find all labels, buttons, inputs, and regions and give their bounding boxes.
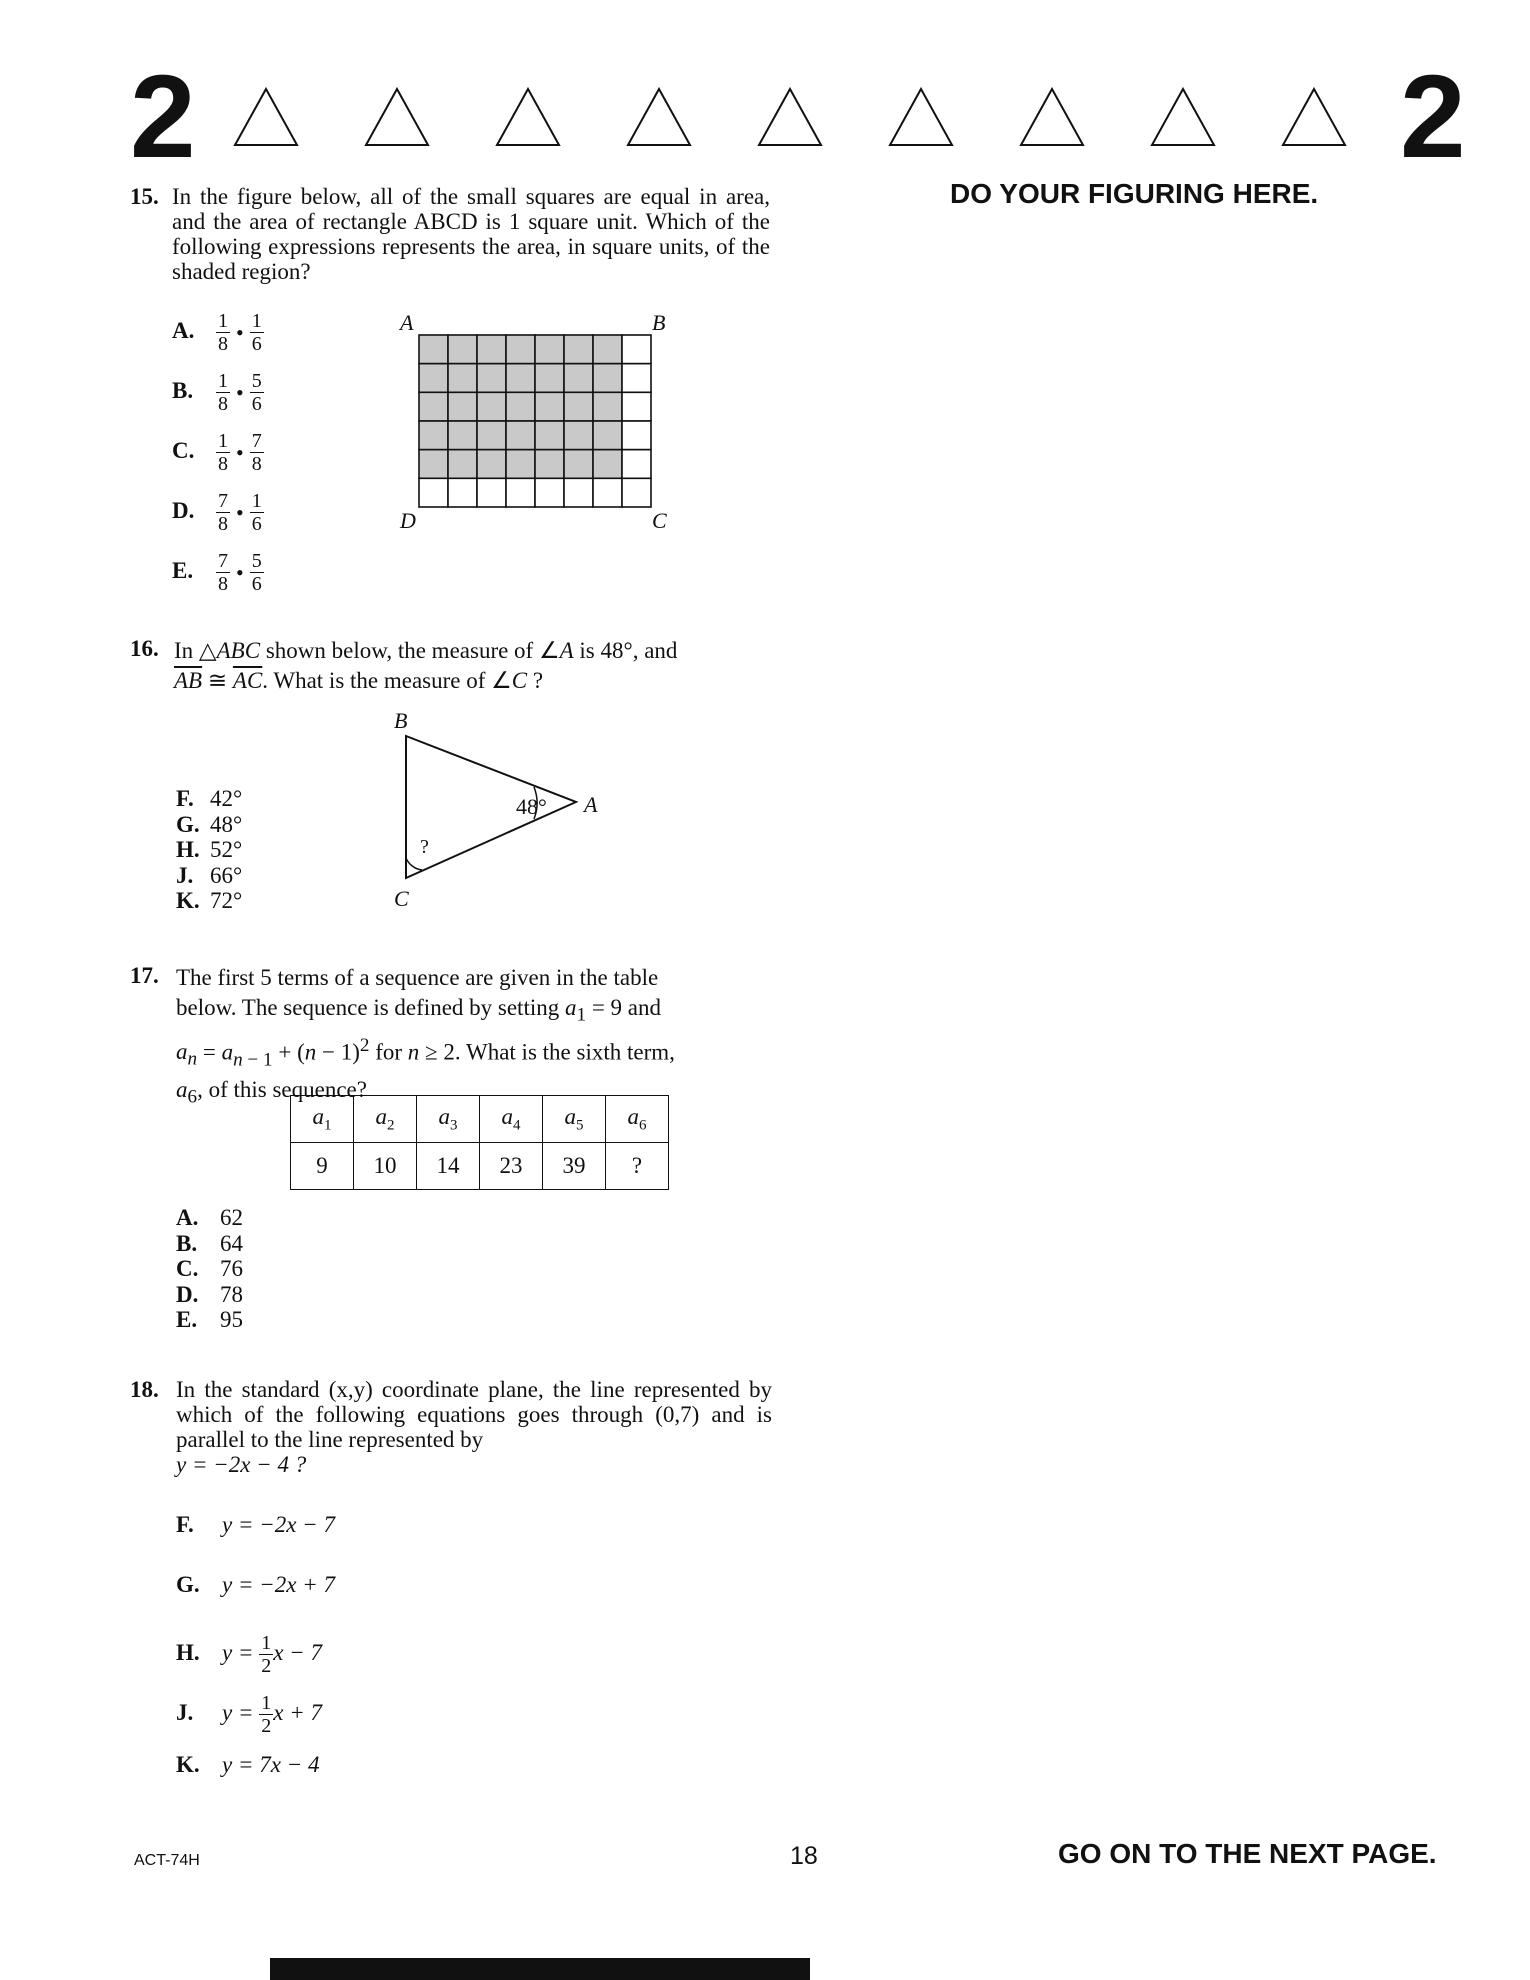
q17-text: The first 5 terms of a sequence are given in the table below. The sequence is defined by setting $a_1 = 9$ and $a_n = a_{n - 1} + (n - 1)^2$ for n ≥ 2. What is the sixth term, $a_6$, of this sequence?	[176, 965, 675, 1108]
shaded-square	[448, 450, 477, 479]
q17-choice	[176, 1307, 243, 1332]
shaded-square	[448, 421, 477, 450]
q18-choice	[176, 1752, 319, 1777]
denominator: 8	[218, 333, 228, 355]
shaded-square	[448, 364, 477, 393]
shaded-square	[506, 421, 535, 450]
shaded-square	[535, 335, 564, 364]
shaded-square	[593, 392, 622, 421]
table-value-cell: ?	[606, 1143, 669, 1190]
term-symbol: a	[564, 1103, 576, 1129]
numerator: 7	[218, 550, 228, 572]
q16-number: 16.	[130, 636, 159, 661]
equation-lhs: y =	[222, 1639, 260, 1665]
choice-value: 62	[220, 1205, 243, 1230]
choice-label: F.	[176, 1512, 194, 1537]
q17-sequence-table	[290, 1095, 669, 1190]
equation-expression: 7x − 4	[259, 1752, 320, 1777]
q15-corner-c: C	[652, 508, 667, 533]
shaded-square	[535, 421, 564, 450]
shaded-square	[535, 364, 564, 393]
multiply-dot: •	[236, 500, 244, 525]
choice-label: B.	[176, 1230, 198, 1256]
shaded-square	[419, 421, 448, 450]
table-value-cell: 23	[480, 1143, 543, 1190]
unshaded-square	[622, 335, 651, 364]
page-number: 18	[790, 1842, 818, 1870]
shaded-square	[564, 335, 593, 364]
q17-choice	[176, 1231, 243, 1256]
unshaded-square	[622, 450, 651, 479]
shaded-square	[448, 335, 477, 364]
term-index: 1	[324, 1117, 332, 1134]
choice-label: D.	[176, 1281, 199, 1307]
fraction	[216, 550, 230, 595]
denominator: 6	[251, 573, 262, 595]
equation-expression: x + 7	[273, 1699, 322, 1725]
shaded-square	[564, 392, 593, 421]
choice-label: J.	[176, 862, 194, 888]
q16-vertex-b: B	[394, 708, 408, 733]
choice-label: K.	[176, 888, 200, 913]
header-triangle-icon	[1018, 86, 1086, 148]
table-header-cell	[606, 1096, 669, 1143]
unshaded-square	[622, 392, 651, 421]
go-on-next-page: GO ON TO THE NEXT PAGE.	[1058, 1838, 1437, 1869]
shaded-square	[477, 392, 506, 421]
header-triangle-icon	[625, 86, 693, 148]
choice-value: 52°	[210, 837, 243, 862]
unshaded-square	[622, 421, 651, 450]
term-symbol: a	[312, 1103, 324, 1129]
unshaded-square	[593, 478, 622, 507]
q16-triangle-figure	[396, 718, 596, 888]
shaded-square	[564, 450, 593, 479]
figuring-heading: DO YOUR FIGURING HERE.	[950, 178, 1319, 209]
unshaded-square	[622, 478, 651, 507]
term-index: 2	[387, 1117, 395, 1134]
shaded-square	[506, 364, 535, 393]
header-triangle-icon	[1280, 86, 1348, 148]
header-triangle-icon	[1149, 86, 1217, 148]
q16-text: In △ABC shown below, the measure of ∠A is 48°, and $\overline{AB}$ ≅ $\overline{AC}$. What is the measure of ∠C ?	[174, 638, 678, 693]
denominator: 8	[218, 453, 228, 475]
denominator: 6	[251, 393, 262, 415]
table-header-cell	[480, 1096, 543, 1143]
q17-choice	[176, 1282, 243, 1307]
choice-label: A.	[172, 317, 195, 343]
q16-angle-a-label: 48°	[516, 794, 547, 819]
q15-corner-b: B	[652, 310, 666, 335]
q18-text: In the standard (x,y) coordinate plane, the line represented by which of the following equations goes through (0,7) and is parallel to the line represented by y = −2x − 4 ?	[176, 1377, 772, 1477]
equation-expression: x − 7	[273, 1639, 322, 1665]
choice-value: 76	[220, 1256, 243, 1281]
choice-value: 64	[220, 1230, 243, 1256]
q18-number: 18.	[130, 1377, 159, 1402]
q15-choice	[172, 550, 264, 595]
fraction	[250, 490, 264, 535]
q18-choice	[176, 1512, 335, 1537]
choice-label: C.	[172, 437, 195, 463]
q16-vertex-c: C	[394, 886, 409, 911]
multiply-dot: •	[236, 440, 244, 465]
q16-choice	[176, 812, 242, 837]
choice-label: B.	[172, 377, 194, 403]
q17-choice	[176, 1256, 243, 1281]
denominator: 2	[261, 1715, 272, 1737]
shaded-square	[419, 364, 448, 393]
term-index: 6	[639, 1117, 647, 1134]
shaded-square	[506, 335, 535, 364]
fraction	[250, 310, 264, 355]
q16-choice	[176, 888, 242, 913]
q16-choice	[176, 863, 242, 888]
choice-value: 42°	[210, 786, 243, 811]
numerator: 5	[251, 370, 262, 392]
shaded-square	[593, 364, 622, 393]
term-symbol: a	[627, 1103, 639, 1129]
table-header-cell	[417, 1096, 480, 1143]
choice-label: K.	[176, 1752, 200, 1777]
fraction	[250, 550, 264, 595]
numerator: 1	[218, 370, 228, 392]
multiply-dot: •	[236, 560, 244, 585]
unshaded-square	[564, 478, 593, 507]
term-index: 3	[450, 1117, 458, 1134]
table-header-cell	[354, 1096, 417, 1143]
q15-choice	[172, 430, 264, 475]
q16-angle-c-label: ?	[420, 836, 429, 858]
shaded-square	[477, 364, 506, 393]
q16-choice	[176, 786, 242, 811]
footer-code: ACT-74H	[134, 1852, 200, 1869]
fraction	[259, 1692, 273, 1737]
shaded-square	[535, 392, 564, 421]
header-triangle-icon	[887, 86, 955, 148]
q18-choice	[176, 1692, 322, 1737]
header-triangle-icon	[756, 86, 824, 148]
choice-value: 78	[220, 1281, 243, 1307]
q16-vertex-a: A	[584, 792, 598, 817]
denominator: 8	[218, 573, 228, 595]
numerator: 1	[218, 310, 228, 332]
choice-value: 48°	[210, 811, 243, 837]
choice-label: A.	[176, 1205, 199, 1230]
header-triangle-icon	[363, 86, 431, 148]
shaded-square	[506, 392, 535, 421]
table-value-cell: 10	[354, 1143, 417, 1190]
shaded-square	[477, 335, 506, 364]
q15-choice	[172, 490, 264, 535]
shaded-square	[535, 450, 564, 479]
fraction	[216, 370, 230, 415]
unshaded-square	[419, 478, 448, 507]
denominator: 6	[251, 333, 262, 355]
shaded-square	[419, 392, 448, 421]
fraction	[250, 370, 264, 415]
q18-choice	[176, 1632, 322, 1677]
choice-label: G.	[176, 811, 200, 837]
term-symbol: a	[375, 1103, 387, 1129]
unshaded-square	[477, 478, 506, 507]
choice-label: H.	[176, 1639, 200, 1665]
shaded-square	[593, 450, 622, 479]
numerator: 7	[218, 490, 228, 512]
choice-label: F.	[176, 786, 194, 811]
denominator: 8	[251, 453, 262, 475]
q17-choice	[176, 1205, 243, 1230]
choice-value: 95	[220, 1307, 243, 1332]
fraction	[216, 490, 230, 535]
denominator: 6	[251, 513, 262, 535]
denominator: 8	[218, 513, 228, 535]
multiply-dot: •	[236, 320, 244, 345]
table-value-cell: 39	[543, 1143, 606, 1190]
choice-label: H.	[176, 837, 200, 862]
equation-lhs: y =	[222, 1572, 260, 1597]
table-value-cell: 14	[417, 1143, 480, 1190]
equation-lhs: y =	[222, 1512, 260, 1537]
shaded-square	[477, 450, 506, 479]
q15-text: In the figure below, all of the small squares are equal in area, and the area of rectangle ABCD is 1 square unit. Which of the following expressions represents the area, in square units, of the shaded region?	[172, 184, 770, 284]
fraction	[259, 1632, 273, 1677]
q15-number: 15.	[130, 184, 159, 209]
denominator: 2	[261, 1655, 272, 1677]
q15-grid-figure	[418, 334, 652, 508]
term-index: 5	[576, 1117, 584, 1134]
equation-expression: −2x − 7	[259, 1512, 335, 1537]
shaded-square	[506, 450, 535, 479]
numerator: 1	[251, 490, 262, 512]
choice-label: G.	[176, 1572, 200, 1597]
section-number-right: 2	[1400, 51, 1466, 183]
q15-choice	[172, 370, 264, 415]
term-index: 4	[513, 1117, 521, 1134]
q16-choice	[176, 837, 242, 862]
equation-expression: −2x + 7	[259, 1572, 335, 1597]
fraction	[216, 430, 230, 475]
choice-value: 72°	[210, 888, 243, 913]
q15-corner-d: D	[400, 508, 416, 533]
numerator: 1	[251, 310, 262, 332]
q17-number: 17.	[130, 963, 159, 988]
term-symbol: a	[501, 1103, 513, 1129]
fraction	[250, 430, 264, 475]
unshaded-square	[448, 478, 477, 507]
q15-choice	[172, 310, 264, 355]
choice-label: J.	[176, 1699, 194, 1725]
multiply-dot: •	[236, 380, 244, 405]
fraction	[216, 310, 230, 355]
q15-corner-a: A	[400, 310, 414, 335]
choice-label: D.	[172, 497, 195, 523]
numerator: 5	[251, 550, 262, 572]
numerator: 1	[218, 430, 228, 452]
term-symbol: a	[438, 1103, 450, 1129]
shaded-square	[593, 421, 622, 450]
q18-choice	[176, 1572, 335, 1597]
choice-label: E.	[176, 1307, 198, 1332]
choice-label: C.	[176, 1256, 199, 1281]
table-header-cell	[543, 1096, 606, 1143]
shaded-square	[419, 450, 448, 479]
equation-lhs: y =	[222, 1699, 260, 1725]
numerator: 1	[261, 1692, 272, 1714]
unshaded-square	[506, 478, 535, 507]
shaded-square	[448, 392, 477, 421]
unshaded-square	[535, 478, 564, 507]
denominator: 8	[218, 393, 228, 415]
section-number-left: 2	[130, 51, 196, 183]
numerator: 7	[251, 430, 262, 452]
header-triangle-icon	[494, 86, 562, 148]
shaded-square	[564, 364, 593, 393]
choice-label: E.	[172, 557, 194, 583]
unshaded-square	[622, 364, 651, 393]
table-value-cell: 9	[291, 1143, 354, 1190]
shaded-square	[477, 421, 506, 450]
shaded-square	[564, 421, 593, 450]
header-triangle-icon	[232, 86, 300, 148]
table-header-cell	[291, 1096, 354, 1143]
shaded-square	[419, 335, 448, 364]
choice-value: 66°	[210, 862, 243, 888]
scan-bar	[270, 1958, 810, 1980]
shaded-square	[593, 335, 622, 364]
numerator: 1	[261, 1632, 272, 1654]
equation-lhs: y =	[222, 1752, 260, 1777]
